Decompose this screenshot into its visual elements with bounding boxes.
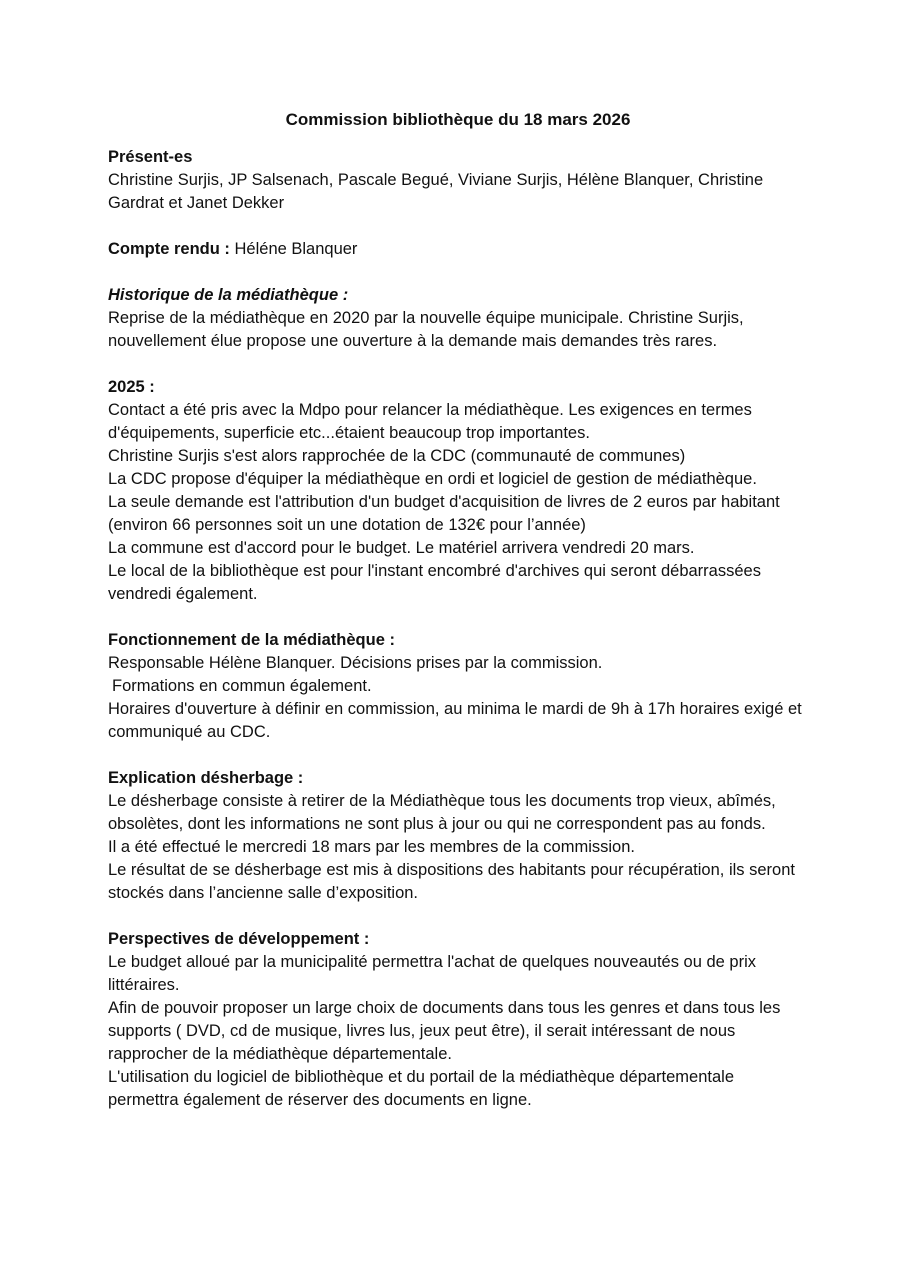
historique-heading: Historique de la médiathèque : [108, 286, 349, 304]
perspectives-heading: Perspectives de développement : [108, 930, 370, 948]
section-presents [108, 146, 808, 215]
document-title: Commission bibliothèque du 18 mars 2026 [285, 110, 631, 129]
paragraph-line: Christine Surjis s'est alors rapprochée de la CDC (communauté de communes) [108, 447, 686, 465]
paragraph-line: Le local de la bibliothèque est pour l'instant encombré d'archives qui seront débarrassées vendredi également. [108, 562, 761, 603]
paragraph-line: Horaires d'ouverture à définir en commission, au minima le mardi de 9h à 17h horaires exigé et communiqué au CDC. [108, 700, 802, 741]
section-perspectives [108, 928, 808, 1112]
presents-list: Christine Surjis, JP Salsenach, Pascale Begué, Viviane Surjis, Hélène Blanquer, Christine Gardrat et Janet Dekker [108, 171, 764, 212]
presents-heading: Présent-es [108, 148, 193, 166]
compte-rendu-label: Compte rendu : [108, 240, 230, 258]
desherbage-heading: Explication désherbage : [108, 769, 304, 787]
paragraph-line: L'utilisation du logiciel de bibliothèque et du portail de la médiathèque départementale permettra également de réserver des documents en ligne. [108, 1068, 735, 1109]
paragraph-line: Il a été effectué le mercredi 18 mars par les membres de la commission. [108, 838, 635, 856]
section-historique [108, 284, 808, 353]
paragraph-line: La commune est d'accord pour le budget. Le matériel arrivera vendredi 20 mars. [108, 539, 695, 557]
paragraph-line: La seule demande est l'attribution d'un budget d'acquisition de livres de 2 euros par habitant (environ 66 personnes soit un une dotation de 132€ pour l’année) [108, 493, 780, 534]
section-2025 [108, 376, 808, 606]
section-fonctionnement [108, 629, 808, 744]
document-page [108, 108, 808, 1135]
compte-rendu-line [108, 238, 808, 261]
paragraph-line: Responsable Hélène Blanquer. Décisions prises par la commission. [108, 654, 603, 672]
paragraph-line: La CDC propose d'équiper la médiathèque en ordi et logiciel de gestion de médiathèque. [108, 470, 757, 488]
historique-text: Reprise de la médiathèque en 2020 par la nouvelle équipe municipale. Christine Surjis, nouvellement élue propose une ouverture à la demande mais demandes très rares. [108, 309, 744, 350]
paragraph-line: Le budget alloué par la municipalité permettra l'achat de quelques nouveautés ou de prix littéraires. [108, 953, 756, 994]
fonctionnement-heading: Fonctionnement de la médiathèque : [108, 631, 395, 649]
paragraph-line: Contact a été pris avec la Mdpo pour relancer la médiathèque. Les exigences en termes d'équipements, superficie etc...étaient beaucoup trop importantes. [108, 401, 752, 442]
section-desherbage [108, 767, 808, 905]
compte-rendu-value: Héléne Blanquer [229, 240, 358, 258]
section-compte-rendu [108, 238, 808, 261]
year-2025-heading: 2025 : [108, 378, 155, 396]
paragraph-line: Le résultat de se désherbage est mis à dispositions des habitants pour récupération, ils seront stockés dans l’ancienne salle d’exposition. [108, 861, 795, 902]
paragraph-line: Afin de pouvoir proposer un large choix de documents dans tous les genres et dans tous les supports ( DVD, cd de musique, livres lus, jeux peut être), il serait intéressant de nous rapprocher de la médiathèque départementale. [108, 999, 781, 1063]
paragraph-line: Formations en commun également. [112, 677, 372, 695]
paragraph-line: Le désherbage consiste à retirer de la Médiathèque tous les documents trop vieux, abîmés, obsolètes, dont les informations ne sont plus à jour ou qui ne correspondent pas au fonds. [108, 792, 776, 833]
